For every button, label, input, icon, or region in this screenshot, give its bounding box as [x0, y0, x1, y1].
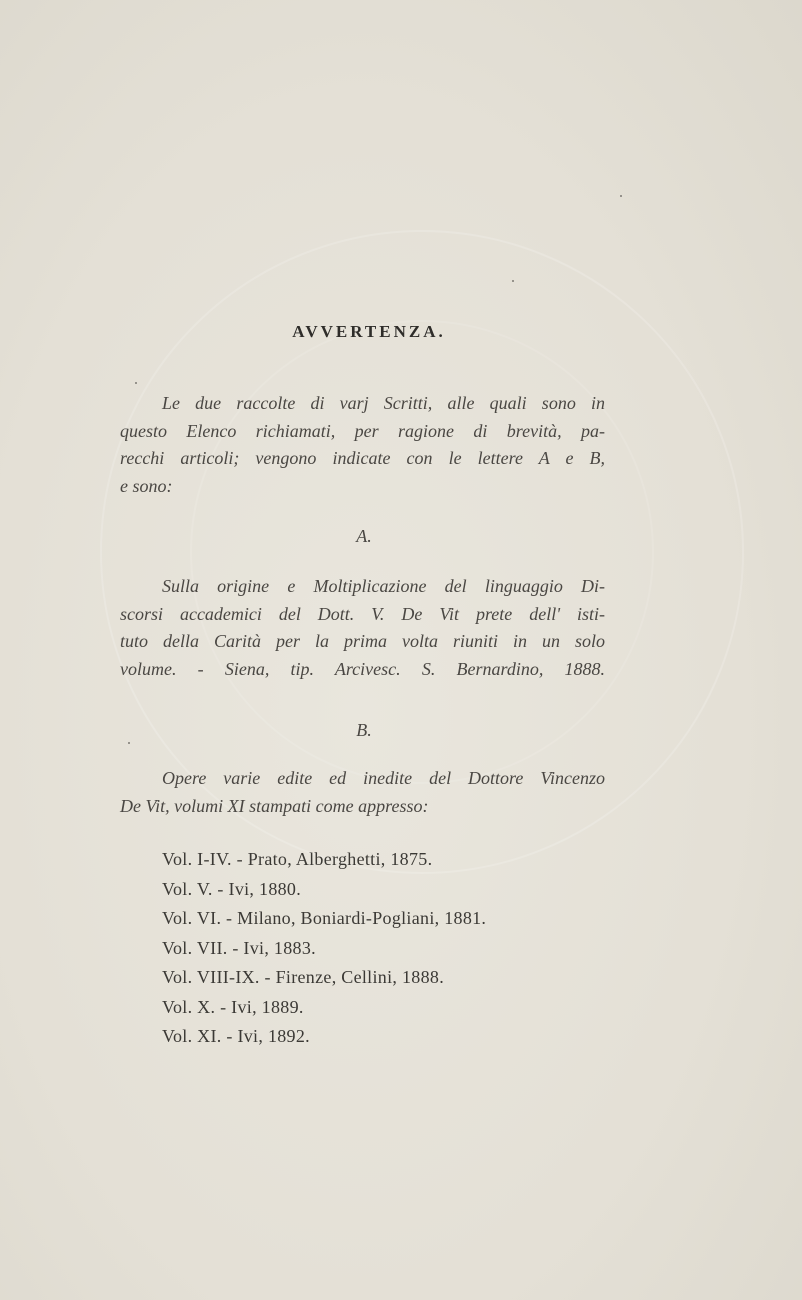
section-b-line: Opere varie edite ed inedite del Dottore Vincenzo: [162, 768, 605, 788]
intro-line: e sono:: [120, 475, 173, 496]
volume-item: Vol. I-IV. - Prato, Alberghetti, 1875.: [162, 849, 433, 869]
volume-item: Vol. VI. - Milano, Boniardi-Pogliani, 1881.: [162, 908, 487, 928]
volume-item: Vol. VII. - Ivi, 1883.: [162, 937, 316, 958]
section-b-letter: B.: [356, 720, 372, 740]
volume-list: [162, 845, 486, 1052]
section-a-paragraph: [120, 573, 605, 683]
volume-item: Vol. XI. - Ivi, 1892.: [162, 1026, 310, 1046]
paper-speck: [620, 195, 622, 197]
section-a-line: Sulla origine e Moltiplicazione del linguaggio Di-: [162, 576, 605, 596]
volume-item: Vol. V. - Ivi, 1880.: [162, 878, 302, 899]
paper-speck: [512, 280, 514, 282]
paper-speck: [135, 382, 137, 384]
section-a-line: scorsi accademici del Dott. V. De Vit prete dell' isti-: [120, 603, 605, 624]
intro-paragraph: [120, 390, 605, 500]
paper-speck: [128, 742, 130, 744]
intro-line: questo Elenco richiamati, per ragione di brevità, pa-: [120, 420, 605, 441]
intro-line: recchi articoli; vengono indicate con le lettere A e B,: [120, 448, 605, 468]
volume-item: Vol. VIII-IX. - Firenze, Cellini, 1888.: [162, 967, 444, 987]
page-title: AVVERTENZA.: [292, 322, 446, 341]
section-b-paragraph: [120, 765, 605, 820]
section-a-line: volume. - Siena, tip. Arcivesc. S. Bernardino, 1888.: [120, 658, 605, 679]
volume-item: Vol. X. - Ivi, 1889.: [162, 996, 304, 1017]
section-a-letter: A.: [356, 526, 372, 546]
intro-line: Le due raccolte di varj Scritti, alle quali sono in: [162, 393, 605, 413]
section-a-line: tuto della Carità per la prima volta riuniti in un solo: [120, 631, 605, 651]
section-b-line: De Vit, volumi XI stampati come appresso:: [120, 795, 429, 816]
